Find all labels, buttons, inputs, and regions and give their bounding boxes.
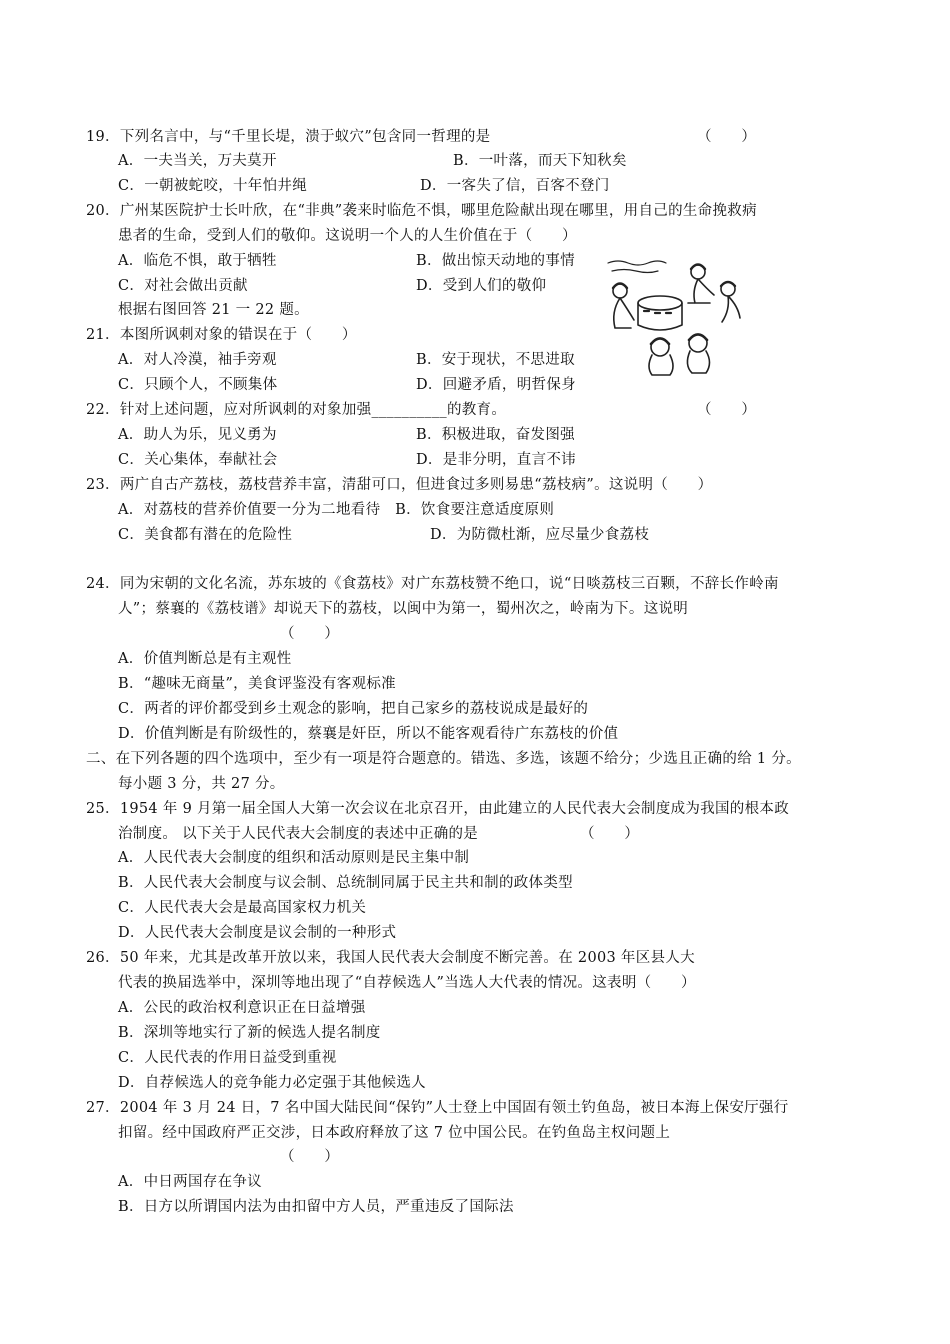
q22-answer-blank: （ ） (697, 402, 757, 418)
q24-stem-line2: 人”；蔡襄的《荔枝谱》却说天下的荔枝，以闽中为第一，蜀州次之，岭南为下。这说明 (118, 601, 689, 617)
q19-option-a: A．一夫当关，万夫莫开 (118, 153, 277, 169)
q20-stem-line1: 20．广州某医院护士长叶欣，在“非典”袭来时临危不惧，哪里危险献出现在哪里，用自己的生命挽救病 (86, 203, 757, 219)
q22-option-a: A．助人为乐，见义勇为 (118, 427, 277, 443)
q20-option-d: D．受到人们的敬仰 (416, 278, 547, 294)
q22-option-b: B．积极进取，奋发图强 (416, 427, 575, 443)
q27-stem-line2: 扣留。经中国政府严正交涉，日本政府释放了这 7 位中国公民。在钓鱼岛主权问题上 (118, 1125, 671, 1141)
q23-stem: 23．两广自古产荔枝，荔枝营养丰富，清甜可口，但进食过多则易患“荔枝病”。这说明（ ） (86, 477, 713, 493)
q25-option-c: C．人民代表大会是最高国家权力机关 (118, 900, 367, 916)
q22-stem: 22．针对上述问题，应对所讽刺的对象加强__________的教育。 (86, 402, 507, 418)
q20-stem-line2: 患者的生命，受到人们的敬仰。这说明一个人的人生价值在于（ ） (118, 228, 577, 244)
q24-option-c: C．两者的评价都受到乡土观念的影响，把自己家乡的荔枝说成是最好的 (118, 701, 589, 717)
q21-option-b: B．安于现状，不思进取 (416, 352, 575, 368)
q21-option-d: D．回避矛盾，明哲保身 (416, 377, 576, 393)
section2-instructions-line1: 二、在下列各题的四个选项中，至少有一项是符合题意的。错选、多选，该题不给分；少选且正确的给 1 分。 (86, 751, 801, 767)
q26-option-a: A．公民的政治权利意识正在日益增强 (118, 1000, 366, 1016)
q19-stem: 19．下列名言中，与“千里长堤，溃于蚁穴”包含同一哲理的是 (86, 129, 491, 145)
q22-option-c: C．关心集体，奉献社会 (118, 452, 278, 468)
q22-option-d: D．是非分明，直言不讳 (416, 452, 576, 468)
q23-option-d: D．为防微杜渐，应尽量少食荔枝 (430, 527, 650, 543)
q27-stem-line1: 27．2004 年 3 月 24 日，7 名中国大陆民间“保钓”人士登上中国固有领土钓鱼岛，被日本海上保安厅强行 (86, 1100, 789, 1116)
q26-option-b: B．深圳等地实行了新的候选人提名制度 (118, 1025, 381, 1041)
section2-instructions-line2: 每小题 3 分，共 27 分。 (118, 776, 285, 792)
q25-option-a: A．人民代表大会制度的组织和活动原则是民主集中制 (118, 850, 470, 866)
q23-option-c: C．美食都有潜在的危险性 (118, 527, 293, 543)
q24-option-b: B．“趣味无商量”，美食评鉴没有客观标准 (118, 676, 396, 692)
q26-stem-line2: 代表的换届选举中，深圳等地出现了“自荐候选人”当选人大代表的情况。这表明（ ） (118, 975, 696, 991)
q27-option-b: B．日方以所谓国内法为由扣留中方人员，严重违反了国际法 (118, 1199, 514, 1215)
q27-option-a: A．中日两国存在争议 (118, 1174, 262, 1190)
q24-stem-line1: 24．同为宋朝的文化名流，苏东坡的《食荔枝》对广东荔枝赞不绝口，说“日啖荔枝三百颗，不辞长作岭南 (86, 576, 779, 592)
q21-option-c: C．只顾个人，不顾集体 (118, 377, 278, 393)
q19-option-d: D．一客失了信，百客不登门 (420, 178, 610, 194)
q20-option-c: C．对社会做出贡献 (118, 278, 248, 294)
q27-answer-blank: （ ） (280, 1149, 340, 1165)
q26-stem-line1: 26．50 年来，尤其是改革开放以来，我国人民代表大会制度不断完善。在 2003 年区县人大 (86, 950, 695, 966)
q24-answer-blank: （ ） (280, 626, 340, 642)
q20-option-a: A．临危不惧，敢于牺牲 (118, 253, 277, 269)
q25-answer-blank: （ ） (580, 826, 640, 842)
q21-stem: 21．本图所讽刺对象的错误在于（ ） (86, 327, 357, 343)
q25-option-b: B．人民代表大会制度与议会制、总统制同属于民主共和制的政体类型 (118, 875, 573, 891)
q19-answer-blank: （ ） (697, 129, 757, 145)
figure-note: 根据右图回答 21 一 22 题。 (118, 302, 309, 318)
q21-option-a: A．对人冷漠，袖手旁观 (118, 352, 277, 368)
q24-option-a: A．价值判断总是有主观性 (118, 651, 292, 667)
q25-stem-line1: 25．1954 年 9 月第一届全国人大第一次会议在北京召开，由此建立的人民代表大会制度成为我国的根本政 (86, 801, 790, 817)
q23-options-a-b: A．对荔枝的营养价值要一分为二地看待 B．饮食要注意适度原则 (118, 502, 555, 518)
cartoon-illustration (600, 255, 750, 380)
q26-option-d: D．自荐候选人的竞争能力必定强于其他候选人 (118, 1075, 426, 1091)
q20-option-b: B．做出惊天动地的事情 (416, 253, 575, 269)
q25-stem-line2: 治制度。 以下关于人民代表大会制度的表述中正确的是 (118, 826, 479, 842)
q26-option-c: C．人民代表的作用日益受到重视 (118, 1050, 337, 1066)
q25-option-d: D．人民代表大会制度是议会制的一种形式 (118, 925, 397, 941)
q19-option-b: B．一叶落，而天下知秋矣 (453, 153, 627, 169)
q19-option-c: C．一朝被蛇咬，十年怕井绳 (118, 178, 307, 194)
q24-option-d: D．价值判断是有阶级性的，蔡襄是奸臣，所以不能客观看待广东荔枝的价值 (118, 726, 619, 742)
